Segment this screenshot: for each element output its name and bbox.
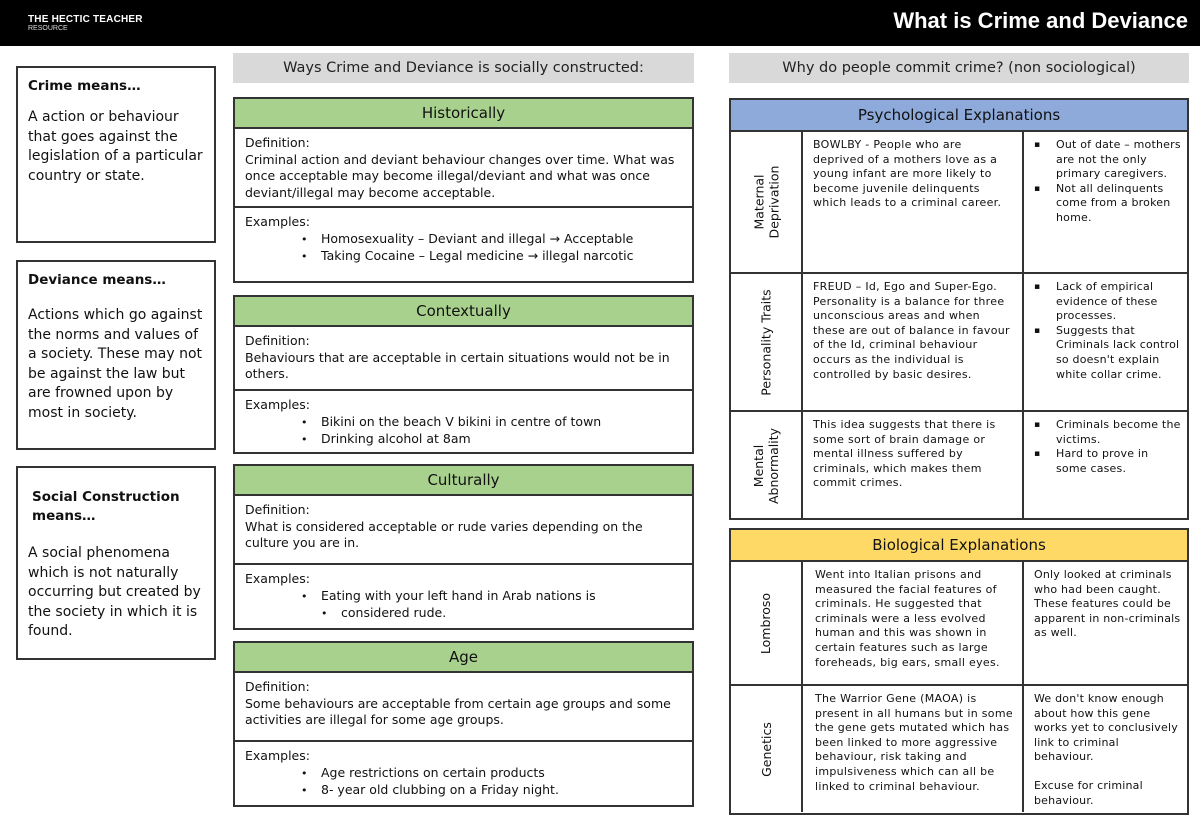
list-item: ▪ Suggests that Criminals lack control so doesn't explain white collar crime. <box>1034 324 1181 382</box>
table-title: Biological Explanations <box>731 530 1187 562</box>
psychological-explanations-table <box>729 98 1189 520</box>
crime-definition-box <box>16 66 216 243</box>
definition-section <box>235 496 692 563</box>
row-label-text: Personality Traits <box>758 288 774 396</box>
list-item: • Homosexuality – Deviant and illegal → Acceptable <box>301 231 682 249</box>
examples-section <box>235 389 692 455</box>
definition-text: Criminal action and deviant behaviour changes over time. What was once acceptable may become illegal/deviant and what was once deviant/illegal may become acceptable. <box>245 151 675 200</box>
definition-label: Definition: <box>245 679 310 694</box>
explanation-cell: The Warrior Gene (MAOA) is present in all humans but in some the gene gets mutated which has been linked to more aggressive behaviour, risk taking and impulsiveness which can all be linked to criminal behaviour. <box>803 686 1024 812</box>
examples-label: Examples: <box>245 748 310 763</box>
row-label <box>731 686 803 812</box>
deviance-definition-box <box>16 260 216 450</box>
definition-section <box>235 129 692 206</box>
social-construction-definition-box <box>16 466 216 660</box>
table-row <box>731 562 1187 684</box>
evaluation-text: We don't know enough about how this gene works yet to conclusively link to criminal behaviour. <box>1034 692 1178 764</box>
brand-logo <box>28 14 143 33</box>
crime-term: Crime means… <box>28 78 141 94</box>
card-title: Contextually <box>235 297 692 327</box>
row-label <box>731 274 803 410</box>
list-item: ▪ Hard to prove in some cases. <box>1034 447 1181 476</box>
list-item: ▪ Criminals become the victims. <box>1034 418 1181 447</box>
header-bar <box>0 0 1200 46</box>
list-item: • Drinking alcohol at 8am <box>301 431 682 449</box>
right-column-heading: Why do people commit crime? (non sociological) <box>729 53 1189 83</box>
table-row <box>731 684 1187 812</box>
examples-label: Examples: <box>245 571 310 586</box>
explanation-cell: This idea suggests that there is some sort of brain damage or mental illness suffered by criminals, which makes them commit crimes. <box>803 412 1024 520</box>
definition-label: Definition: <box>245 333 310 348</box>
definition-label: Definition: <box>245 502 310 517</box>
list-item: ▪ Not all delinquents come from a broken home. <box>1034 182 1181 226</box>
social-construction-term: Social Construction means… <box>32 489 180 524</box>
table-row <box>731 272 1187 410</box>
row-label <box>731 412 803 520</box>
crime-definition: A action or behaviour that goes against the legislation of a particular country or state. <box>28 109 203 184</box>
definition-text: What is considered acceptable or rude varies depending on the culture you are in. <box>245 518 643 550</box>
list-item: • Taking Cocaine – Legal medicine → illegal narcotic <box>301 248 682 266</box>
explanation-cell: FREUD – Id, Ego and Super-Ego. Personality is a balance for three unconscious areas and when these are out of balance in favour of the Id, criminal behaviour occurs as the individual is controlled by basic desires. <box>803 274 1024 410</box>
evaluation-cell <box>1024 274 1187 410</box>
row-label-text: Mental Abnormality <box>751 427 781 505</box>
definition-text: Behaviours that are acceptable in certain situations would not be in others. <box>245 349 670 381</box>
brand-name: THE HECTIC TEACHER <box>28 14 143 25</box>
deviance-term: Deviance means… <box>28 272 166 288</box>
explanation-cell: Went into Italian prisons and measured the facial features of criminals. He suggested that criminals were a less evolved human and this was shown in certain features such as large foreheads, big ears, small eyes. <box>803 562 1024 684</box>
definition-section <box>235 327 692 389</box>
card-culturally <box>233 464 694 630</box>
middle-column-heading: Ways Crime and Deviance is socially constructed: <box>233 53 694 83</box>
row-label-text: Maternal Deprivation <box>751 165 781 239</box>
table-row <box>731 132 1187 272</box>
evaluation-extra: Excuse for criminal behaviour. <box>1034 778 1143 807</box>
biological-explanations-table <box>729 528 1189 815</box>
evaluation-cell: Only looked at criminals who had been caught. These features could be apparent in non-criminals as well. <box>1034 568 1181 640</box>
card-title: Culturally <box>235 466 692 496</box>
card-title: Historically <box>235 99 692 129</box>
evaluation-cell <box>1024 412 1187 520</box>
card-contextually <box>233 295 694 454</box>
list-item: • Eating with your left hand in Arab nations is <box>301 588 682 606</box>
list-item-continuation: • considered rude. <box>301 605 682 623</box>
social-construction-definition: A social phenomena which is not naturally occurring but created by the society in which it is found. <box>28 545 201 639</box>
deviance-definition: Actions which go against the norms and values of a society. These may not be against the law but are frowned upon by most in society. <box>28 307 203 421</box>
list-item: • Bikini on the beach V bikini in centre of town <box>301 414 682 432</box>
card-age <box>233 641 694 807</box>
row-label <box>731 562 803 684</box>
examples-label: Examples: <box>245 214 310 229</box>
row-label <box>731 132 803 272</box>
table-title: Psychological Explanations <box>731 100 1187 132</box>
row-label-text: Lombroso <box>758 592 774 654</box>
evaluation-cell <box>1024 686 1187 812</box>
card-title: Age <box>235 643 692 673</box>
list-item: • Age restrictions on certain products <box>301 765 682 783</box>
explanation-cell: BOWLBY - People who are deprived of a mothers love as a young infant are more likely to become juvenile delinquents which leads to a criminal career. <box>803 132 1024 272</box>
examples-section <box>235 206 692 272</box>
examples-section <box>235 740 692 806</box>
list-item: ▪ Lack of empirical evidence of these processes. <box>1034 280 1181 324</box>
examples-label: Examples: <box>245 397 310 412</box>
list-item: • 8- year old clubbing on a Friday night. <box>301 782 682 800</box>
examples-section <box>235 563 692 629</box>
evaluation-cell <box>1024 132 1187 272</box>
card-historically <box>233 97 694 283</box>
row-label-text: Genetics <box>758 721 774 777</box>
page-title: What is Crime and Deviance <box>893 8 1188 33</box>
definition-label: Definition: <box>245 135 310 150</box>
brand-subtitle: RESOURCE <box>28 25 68 32</box>
definition-section <box>235 673 692 740</box>
table-row <box>731 410 1187 520</box>
definition-text: Some behaviours are acceptable from certain age groups and some activities are illegal for some age groups. <box>245 695 671 727</box>
list-item: ▪ Out of date – mothers are not the only primary caregivers. <box>1034 138 1181 182</box>
